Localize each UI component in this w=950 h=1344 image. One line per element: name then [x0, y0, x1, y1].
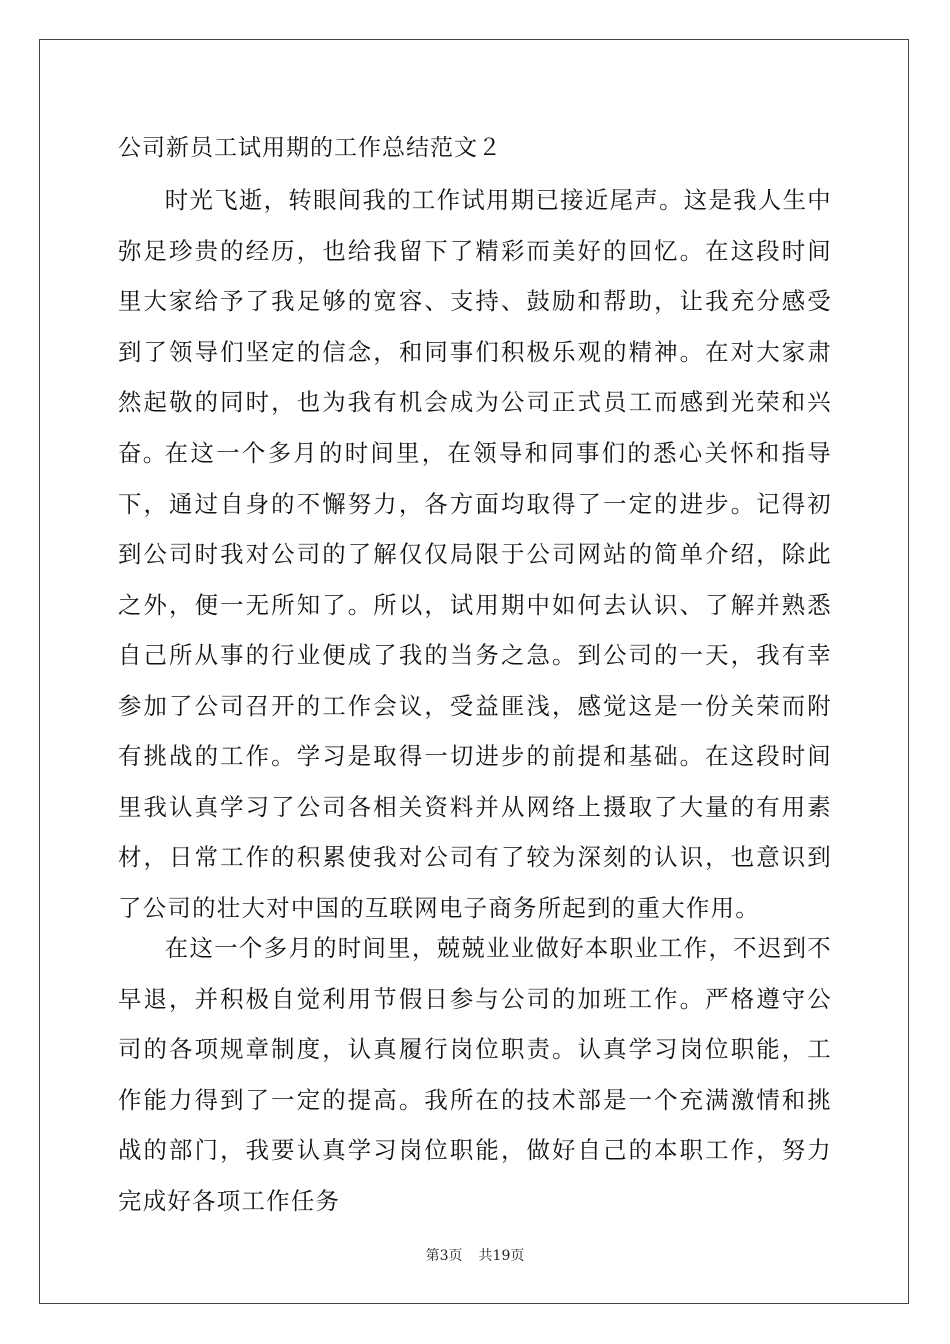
page-total: 共19页	[478, 1248, 525, 1264]
paragraph-3: 在这一个多月的时间里，兢兢业业做好本职业工作，不迟到不早退，并积极自觉利用节假日参与公司的加班工作。严格遵守公司的各项规章制度，认真履行岗位职责。认真学习岗位职能，工作能力得到了一定的提高。我所在的技术部是一个充满激情和挑战的部门，我要认真学习岗位职能，做好自己的本职工作，努力完成好各项工作任务	[118, 934, 832, 1215]
page-footer	[0, 1246, 950, 1266]
document-title: 公司新员工试用期的工作总结范文２	[118, 135, 502, 161]
paragraph-2: 在这一个多月的时间里，在领导和同事们的悉心关怀和指导下，通过自身的不懈努力，各方面均取得了一定的进步。记得初到公司时我对公司的了解仅仅局限于公司网站的简单介绍，除此之外，便一无所知了。所以，试用期中如何去认识、了解并熟悉自己所从事的行业便成了我的当务之急。到公司的一天，我有幸参加了公司召开的工作会议，受益匪浅，感觉这是一份关荣而附有挑战的工作。学习是取得一切进步的前提和基础。在这段时间里我认真学习了公司各相关资料并从网络上摄取了大量的有用素材，日常工作的积累使我对公司有了较为深刻的认识，也意识到了公司的壮大对中国的互联网电子商务所起到的重大作用。	[118, 439, 832, 922]
page-number: 第3页	[425, 1248, 463, 1264]
paragraph-1: 时光飞逝，转眼间我的工作试用期已接近尾声。这是我人生中弥足珍贵的经历，也给我留下了精彩而美好的回忆。在这段时间里大家给予了我足够的宽容、支持、鼓励和帮助，让我充分感受到了领导们坚定的信念，和同事们积极乐观的精神。在对大家肃然起敬的同时，也为我有机会成为公司正式员工而感到光荣和兴奋。	[118, 186, 832, 467]
